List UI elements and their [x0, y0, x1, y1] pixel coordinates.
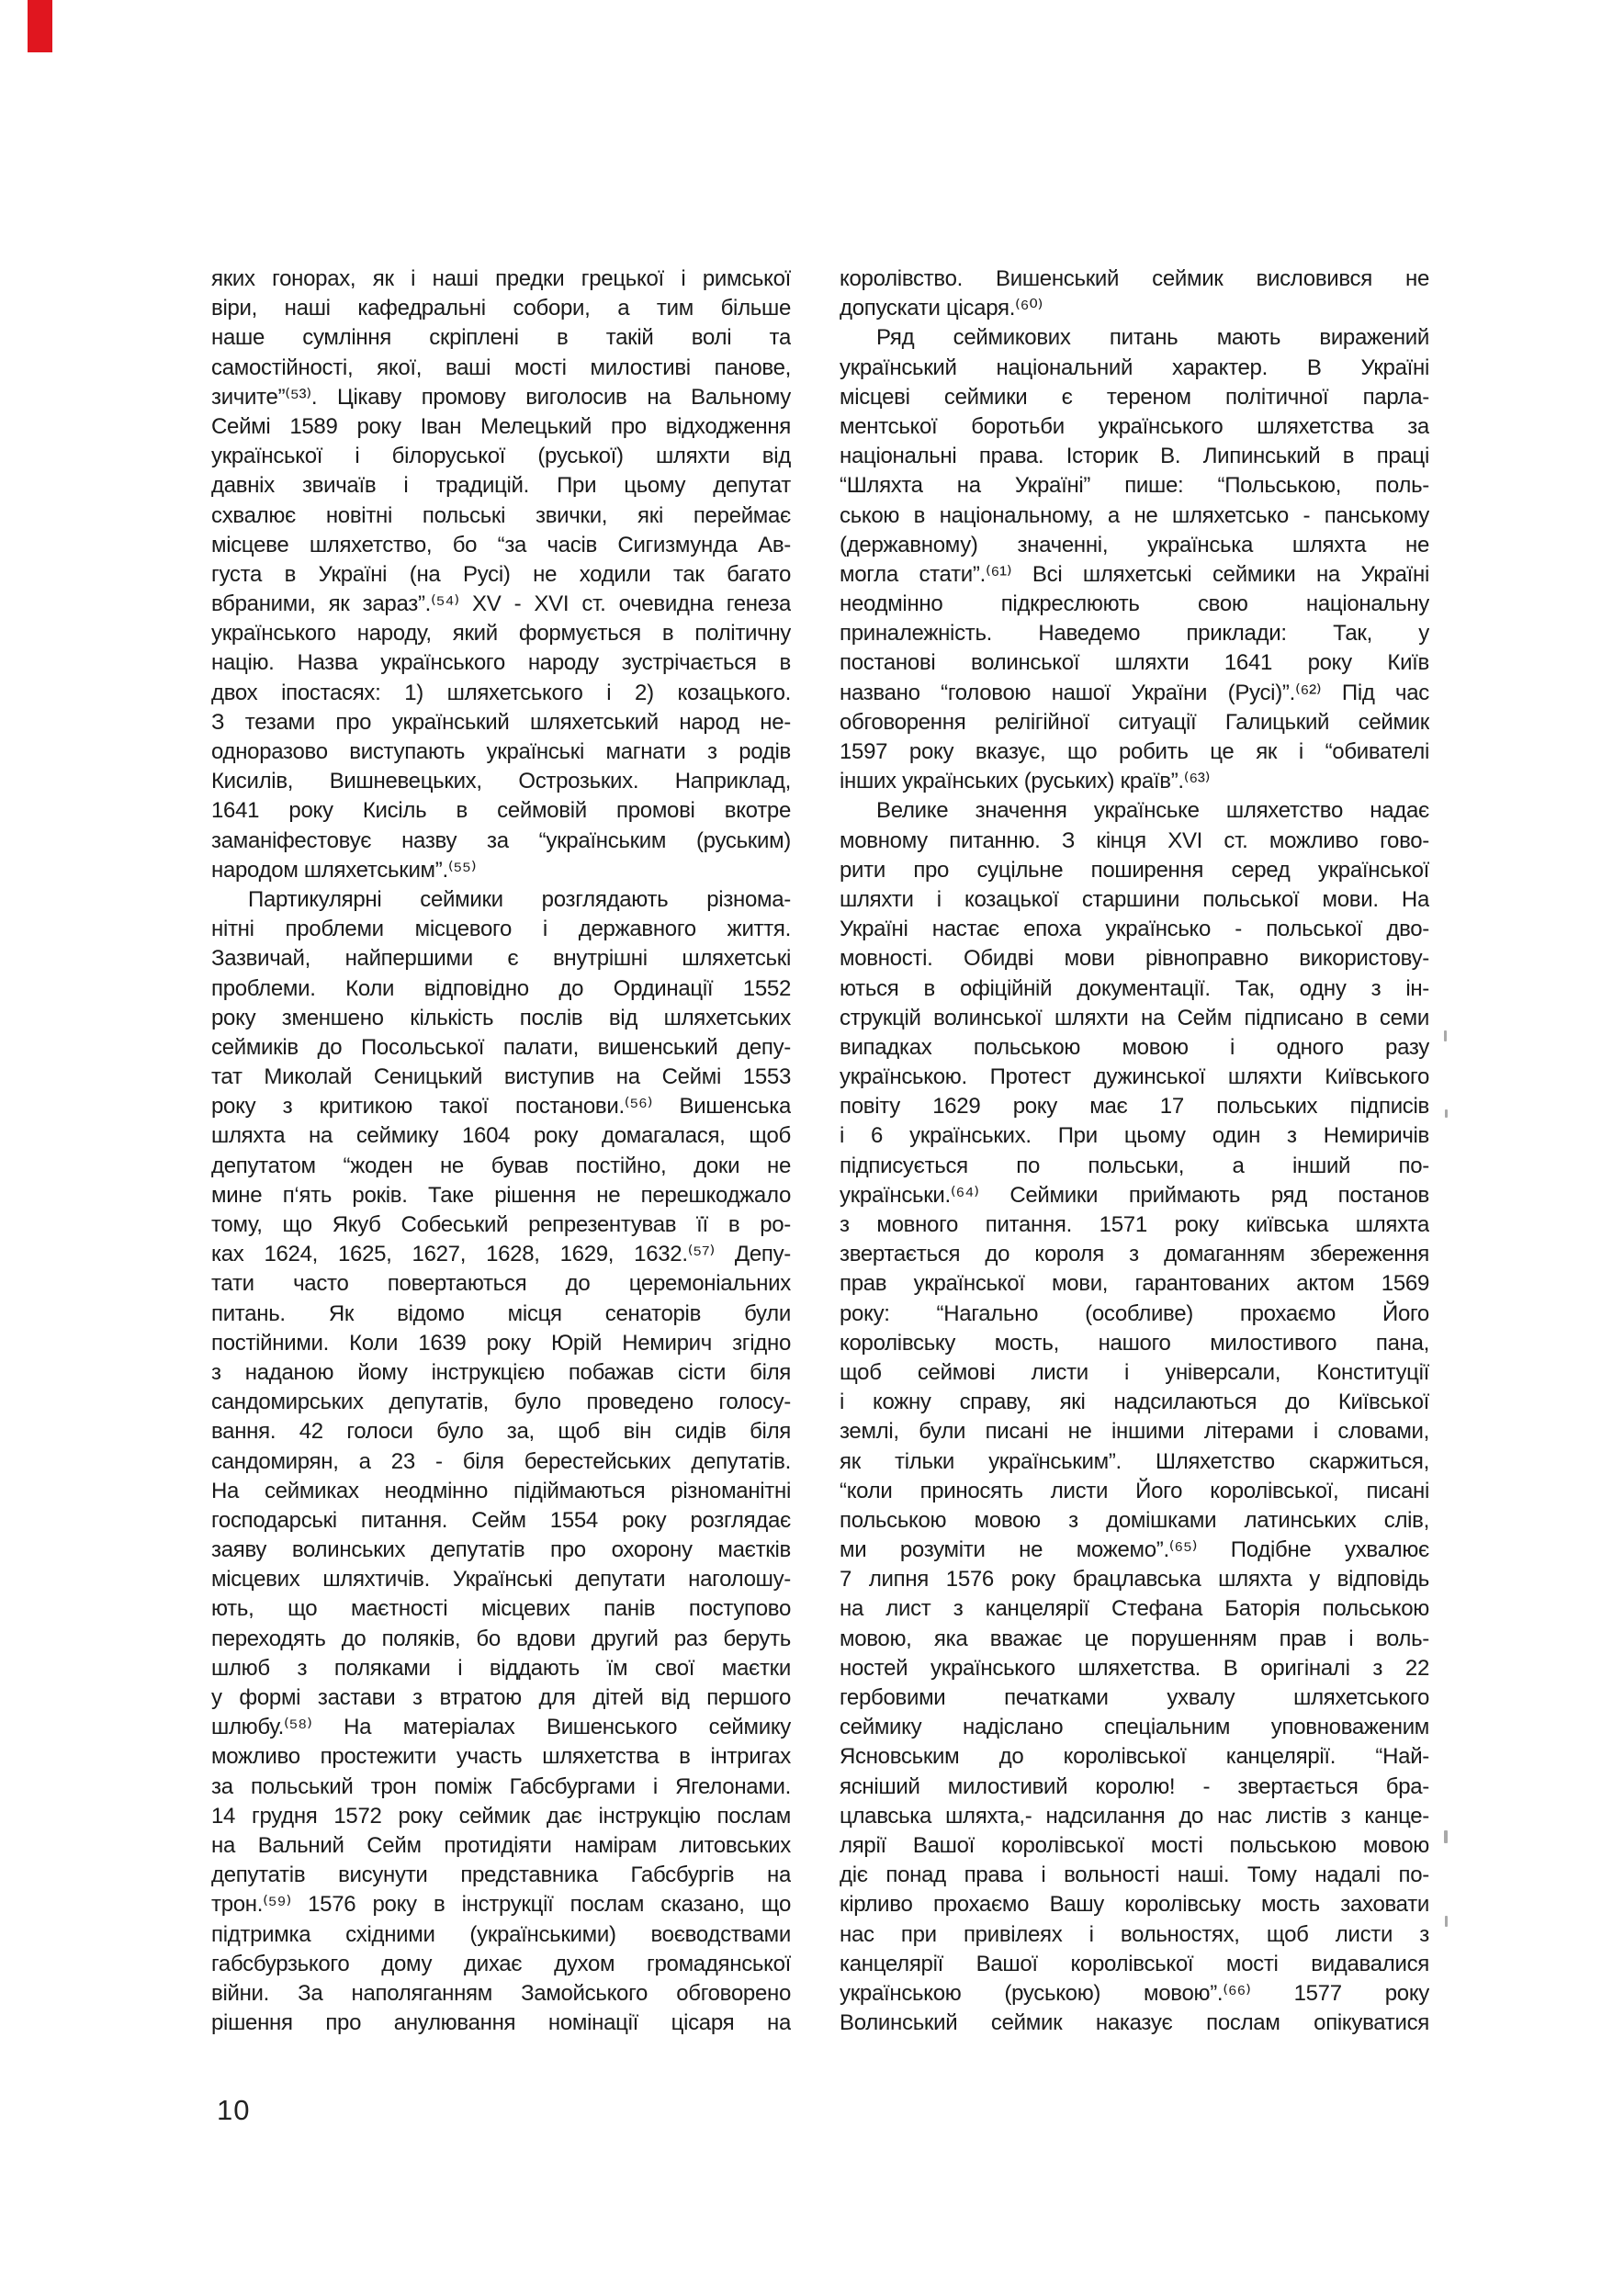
text-line: мовному питанню. З кінця XVI ст. можливо гово- — [840, 827, 1429, 853]
text-line: шлюб з поляками і віддають їм свої маєтки — [211, 1655, 791, 1681]
text-line: одноразово виступають українські магнати з родів — [211, 739, 791, 764]
text-line: цлавська шляхта,- надсилання до нас листів з канце- — [840, 1803, 1429, 1829]
text-line: народом шляхетським”.⁽⁵⁵⁾ — [211, 857, 477, 883]
text-line: землі, були писані не іншими літерами і словами, — [840, 1419, 1429, 1445]
text-line: ють, що маєтності місцевих панів поступово — [211, 1596, 791, 1622]
text-line: нас при привілеях і вольностях, щоб листи з — [840, 1921, 1429, 1947]
text-line: трон.⁽⁵⁹⁾ 1576 року в інструкції послам сказано, що — [211, 1892, 791, 1918]
text-line: року зменшено кількість послів від шляхетських — [211, 1005, 791, 1030]
text-line: і кожну справу, які надсилаються до Київської — [840, 1390, 1429, 1415]
text-line: року з критикою такої постанови.⁽⁵⁶⁾ Вишенська — [211, 1094, 791, 1120]
text-line: українського народу, який формується в політичну — [211, 621, 791, 647]
text-line: постійними. Коли 1639 року Юрій Немирич згідно — [211, 1330, 791, 1356]
text-line: могла стати”.⁽⁶¹⁾ Всі шляхетські сеймики на Україні — [840, 561, 1429, 587]
text-line: щоб сеймові листи і універсали, Конституції — [840, 1359, 1429, 1385]
scan-speck — [1445, 1109, 1448, 1118]
text-line: королівську мость, нашого милостивого пана, — [840, 1330, 1429, 1356]
text-line: і 6 українських. При цьому один з Немиричів — [840, 1123, 1429, 1149]
text-line: обговорення релігійної ситуації Галицький сеймик — [840, 709, 1429, 735]
text-line: випадках польською мовою і одного разу — [840, 1034, 1429, 1060]
text-line: Велике значення українське шляхетство надає — [876, 798, 1429, 824]
text-line: сандомирян, а 23 - біля берестейських депутатів. — [211, 1448, 791, 1474]
text-line: Партикулярні сеймики розглядають різнома- — [248, 886, 791, 912]
text-line: діє понад права і вольності наші. Тому надалі по- — [840, 1863, 1429, 1888]
text-line: націю. Назва українського народу зустрічається в — [211, 650, 791, 676]
text-line: ми розуміти не можемо”.⁽⁶⁵⁾ Подібне ухвалює — [840, 1537, 1429, 1563]
text-line: мине п‘ять років. Таке рішення не перешкоджало — [211, 1182, 791, 1208]
text-line: рити про суцільне поширення серед української — [840, 857, 1429, 883]
text-line: постанові волинської шляхти 1641 року Київ — [840, 650, 1429, 676]
text-line: з мовного питання. 1571 року київська шляхта — [840, 1212, 1429, 1237]
text-line: Волинський сеймик наказує послам опікуватися — [840, 2010, 1429, 2036]
text-column-right — [840, 264, 1429, 2038]
text-line: можливо простежити участь шляхетства в інтригах — [211, 1744, 791, 1770]
text-line: Зазвичай, найпершими є внутрішні шляхетські — [211, 946, 791, 972]
text-line: Сеймі 1589 року Іван Мелецький про відходження — [211, 413, 791, 439]
text-line: віри, наші кафедральні собори, а тим більше — [211, 296, 791, 321]
text-line: сандомирських депутатів, було проведено голосу- — [211, 1390, 791, 1415]
text-line: у формі застави з втратою для дітей від першого — [211, 1685, 791, 1710]
text-line: на Вальний Сейм протидіяти намірам литовських — [211, 1832, 791, 1858]
text-line: депутатом “жоден не бував постійно, доки не — [211, 1153, 791, 1178]
text-line: канцелярії Вашої королівської мості видавалися — [840, 1951, 1429, 1976]
text-line: 14 грудня 1572 року сеймик дає інструкцію послам — [211, 1803, 791, 1829]
text-line: Ясновським до королівської канцелярії. “Най- — [840, 1744, 1429, 1770]
text-line: ках 1624, 1625, 1627, 1628, 1629, 1632.⁽⁵⁷⁾ Депу- — [211, 1242, 791, 1267]
text-line: шляхта на сеймику 1604 року домагалася, щоб — [211, 1123, 791, 1149]
text-line: ються в офіційній документації. Так, одну з ін- — [840, 975, 1429, 1001]
text-line: заяву волинських депутатів про охорону маєтків — [211, 1537, 791, 1563]
text-line: тат Миколай Сеницький виступив на Сеймі 1553 — [211, 1064, 791, 1090]
text-line: 7 липня 1576 року брацлавська шляхта у відповідь — [840, 1567, 1429, 1593]
text-line: Ряд сеймикових питань мають виражений — [876, 325, 1429, 351]
text-line: названо “головою нашої України (Русі)”.⁽⁶²⁾ Під час — [840, 680, 1429, 705]
scan-speck — [1444, 1830, 1448, 1843]
text-line: двох іпостасях: 1) шляхетського і 2) козацького. — [211, 680, 791, 705]
text-line: повіту 1629 року має 17 польських підписів — [840, 1094, 1429, 1120]
text-line: шлюбу.⁽⁵⁸⁾ На матеріалах Вишенського сеймику — [211, 1715, 791, 1740]
text-line: мовності. Обидві мови рівноправно використову- — [840, 946, 1429, 972]
text-line: тому, що Якуб Собеський репрезентував її в ро- — [211, 1212, 791, 1237]
text-line: тати часто повертаються до церемоніальних — [211, 1271, 791, 1297]
text-line: королівство. Вишенський сеймик висловився не — [840, 266, 1429, 291]
text-line: українськи.⁽⁶⁴⁾ Сеймики приймають ряд постанов — [840, 1182, 1429, 1208]
text-line: місцеве шляхетство, бо “за часів Сигизмунда Ав- — [211, 532, 791, 557]
text-line: українською. Протест дужинської шляхти Київського — [840, 1064, 1429, 1090]
text-line: Кисилів, Вишневецьких, Острозьких. Наприклад, — [211, 769, 791, 794]
text-line: приналежність. Наведемо приклади: Так, у — [840, 621, 1429, 647]
text-line: 1641 року Кисіль в сеймовій промові вкотре — [211, 798, 791, 824]
text-line: мовою, яка вважає це порушенням прав і воль- — [840, 1626, 1429, 1651]
text-column-left — [211, 264, 791, 2038]
text-line: 1597 року вказує, що робить це як і “обивателі — [840, 739, 1429, 764]
text-line: “коли приносять листи Його королівської, писані — [840, 1478, 1429, 1503]
text-line: польською мовою з домішками латинських слів, — [840, 1507, 1429, 1533]
text-line: Україні настає епоха українсько - польської дво- — [840, 917, 1429, 942]
text-line: як тільки українським”. Шляхетство скаржиться, — [840, 1448, 1429, 1474]
text-line: року: “Нагально (особливе) прохаємо Його — [840, 1300, 1429, 1326]
text-line: сеймиків до Посольської палати, вишенський депу- — [211, 1034, 791, 1060]
text-line: вбраними, як зараз”.⁽⁵⁴⁾ XV - XVI ст. очевидна генеза — [211, 591, 791, 617]
text-line: питань. Як відомо місця сенаторів були — [211, 1300, 791, 1326]
text-line: неодмінно підкреслюють свою національну — [840, 591, 1429, 617]
text-line: підтримка східними (українськими) воєводствами — [211, 1921, 791, 1947]
red-corner-mark — [28, 0, 52, 52]
text-line: нітні проблеми місцевого і державного життя. — [211, 917, 791, 942]
text-line: заманіфестовує назву за “українським (руським) — [211, 827, 791, 853]
text-line: прав української мови, гарантованих актом 1569 — [840, 1271, 1429, 1297]
text-line: вання. 42 голоси було за, щоб він сидів біля — [211, 1419, 791, 1445]
text-line: господарські питання. Сейм 1554 року розглядає — [211, 1507, 791, 1533]
text-line: на лист з канцелярії Стефана Баторія польською — [840, 1596, 1429, 1622]
text-line: національні права. Історик В. Липинський в праці — [840, 444, 1429, 469]
text-line: з наданою йому інструкцією побажав сісти біля — [211, 1359, 791, 1385]
text-line: ською в національному, а не шляхетсько - панському — [840, 502, 1429, 528]
text-line: інших українських (руських) країв”.⁽⁶³⁾ — [840, 769, 1211, 794]
text-line: депутатів висунути представника Габсбургів на — [211, 1863, 791, 1888]
page-number: 10 — [217, 2094, 251, 2126]
text-line: кірливо прохаємо Вашу королівську мость заховати — [840, 1892, 1429, 1918]
text-line: за польський трон поміж Габсбургами і Ягелонами. — [211, 1773, 791, 1799]
text-line: самостійності, якої, ваші мості милостиві панове, — [211, 355, 791, 380]
text-line: (державному) значенні, українська шляхта не — [840, 532, 1429, 557]
text-line: української і білоруської (руської) шляхти від — [211, 444, 791, 469]
text-line: сеймику надіслано спеціальним уповноваженим — [840, 1715, 1429, 1740]
text-line: допускати цісаря.⁽⁶⁰⁾ — [840, 296, 1043, 321]
text-line: наше сумління скріплені в такій волі та — [211, 325, 791, 351]
text-line: українською (руською) мовою”.⁽⁶⁶⁾ 1577 року — [840, 1980, 1429, 2006]
text-line: звертається до короля з домаганням збереження — [840, 1242, 1429, 1267]
text-line: лярії Вашої королівської мості польською мовою — [840, 1832, 1429, 1858]
text-line: війни. За наполяганням Замойського обговорено — [211, 1980, 791, 2006]
text-line: На сеймиках неодмінно підіймаються різноманітні — [211, 1478, 791, 1503]
text-line: проблеми. Коли відповідно до Ординації 1552 — [211, 975, 791, 1001]
text-line: гербовими печатками ухвалу шляхетського — [840, 1685, 1429, 1710]
text-line: давніх звичаїв і традицій. При цьому депутат — [211, 473, 791, 499]
text-line: місцеві сеймики є тереном політичної парла- — [840, 384, 1429, 410]
text-line: підписується по польськи, а інший по- — [840, 1153, 1429, 1178]
text-line: переходять до поляків, бо вдови другий раз беруть — [211, 1626, 791, 1651]
text-line: місцевих шляхтичів. Українські депутати наголошу- — [211, 1567, 791, 1593]
text-line: габсбурзького дому дихає духом громадянської — [211, 1951, 791, 1976]
scan-speck — [1445, 1916, 1448, 1927]
text-line: ясніший милостивий королю! - звертається бра- — [840, 1773, 1429, 1799]
text-line: “Шляхта на Україні” пише: “Польською, поль- — [840, 473, 1429, 499]
text-line: зичите”⁽⁵³⁾. Цікаву промову виголосив на Вальному — [211, 384, 791, 410]
text-line: рішення про анулювання номінації цісаря на — [211, 2010, 791, 2036]
text-line: ностей українського шляхетства. В оригіналі з 22 — [840, 1655, 1429, 1681]
text-line: ментської боротьби українського шляхетства за — [840, 413, 1429, 439]
text-line: шляхти і козацької старшини польської мови. На — [840, 886, 1429, 912]
text-line: З тезами про український шляхетський народ не- — [211, 709, 791, 735]
text-line: струкцій волинської шляхти на Сейм підписано в семи — [840, 1005, 1429, 1030]
text-line: український національний характер. В Україні — [840, 355, 1429, 380]
text-line: схвалює новітні польські звички, які переймає — [211, 502, 791, 528]
scan-speck — [1444, 1030, 1447, 1041]
text-line: густа в Україні (на Русі) не ходили так багато — [211, 561, 791, 587]
text-line: яких гонорах, як і наші предки грецької і римської — [211, 266, 791, 291]
